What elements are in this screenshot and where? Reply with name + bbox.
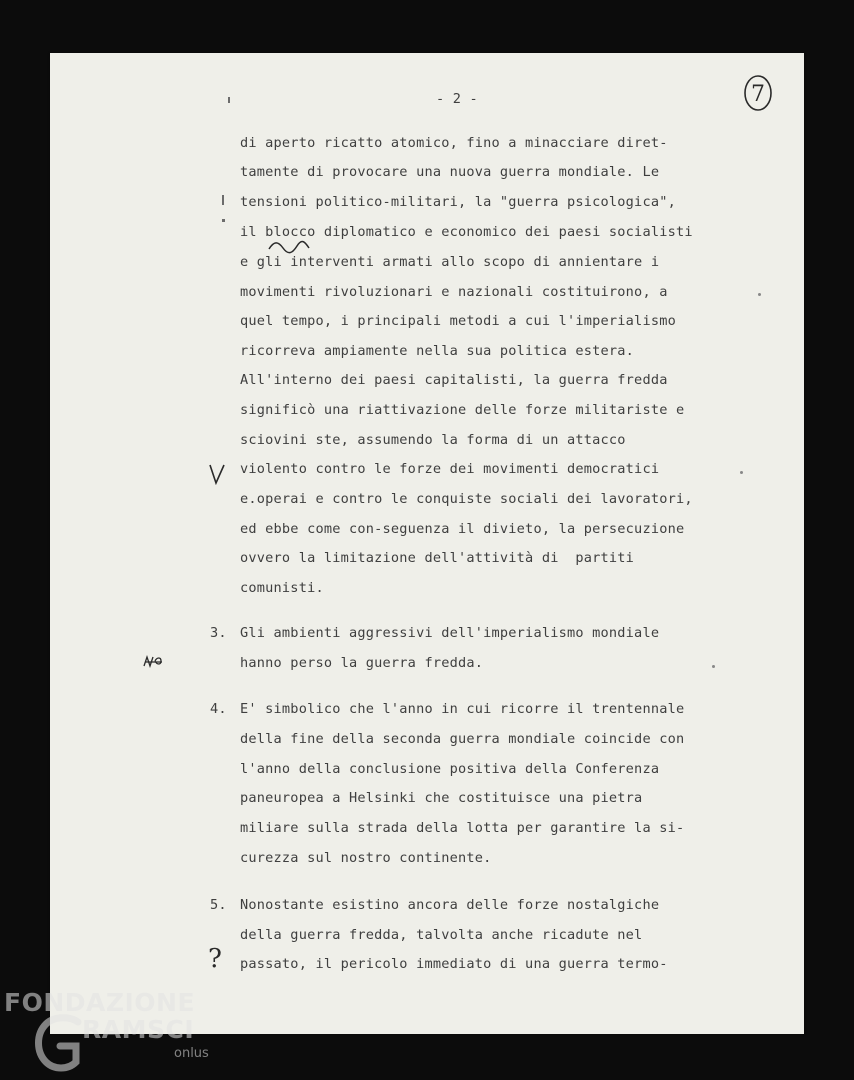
squiggle-icon <box>268 240 310 254</box>
watermark <box>4 988 244 1080</box>
squiggle-underline <box>268 239 310 253</box>
item-line: della guerra fredda, talvolta anche ricadute nel <box>240 927 643 943</box>
item-line: l'anno della conclusione positiva della Conferenza <box>240 761 660 777</box>
item-line: paneuropea a Helsinki che costituisce una pietra <box>240 790 643 806</box>
pencil-mark <box>222 195 224 205</box>
circle-mark-icon <box>742 73 774 113</box>
check-mark <box>208 463 226 485</box>
watermark-line1: FONDAZIONE <box>4 988 196 1017</box>
body-line: ricorreva ampiamente nella sua politica estera. <box>240 343 635 359</box>
item-line: della fine della seconda guerra mondiale coincide con <box>240 731 685 747</box>
item-line: passato, il pericolo immediato di una guerra termo- <box>240 956 668 972</box>
paper-speck <box>740 471 743 474</box>
item-line: Gli ambienti aggressivi dell'imperialismo mondiale <box>240 625 660 641</box>
body-line: il blocco diplomatico e economico dei paesi socialisti <box>240 224 693 240</box>
paper-speck <box>758 293 761 296</box>
body-line: All'interno dei paesi capitalisti, la guerra fredda <box>240 372 668 388</box>
body-line: movimenti rivoluzionari e nazionali costituirono, a <box>240 284 668 300</box>
item-number: 5. <box>210 897 227 913</box>
body-line: tamente di provocare una nuova guerra mondiale. Le <box>240 164 660 180</box>
item-line: curezza sul nostro continente. <box>240 850 492 866</box>
item-line: E' simbolico che l'anno in cui ricorre il trentennale <box>240 701 685 717</box>
body-line: sciovini ste, assumendo la forma di un attacco <box>240 432 626 448</box>
body-line: ovvero la limitazione dell'attività di partiti <box>240 550 635 566</box>
body-line: violento contro le forze dei movimenti democratici <box>240 461 660 477</box>
item-number: 4. <box>210 701 227 717</box>
item-line: hanno perso la guerra fredda. <box>240 655 484 671</box>
circled-number-text: 7 <box>751 82 765 107</box>
item-line: miliare sulla strada della lotta per garantire la si- <box>240 820 685 836</box>
document-page <box>50 53 804 1034</box>
body-line: e gli interventi armati allo scopo di annientare i <box>240 254 660 270</box>
checkmark-icon <box>208 463 226 485</box>
body-line: di aperto ricatto atomico, fino a minacciare diret- <box>240 135 668 151</box>
item-line: Nonostante esistino ancora delle forze nostalgiche <box>240 897 660 913</box>
body-line: significò una riattivazione delle forze militariste e <box>240 402 685 418</box>
watermark-line2: RAMSCI <box>82 1015 195 1044</box>
margin-scribble <box>142 653 164 667</box>
paper-speck <box>712 665 715 668</box>
body-line: quel tempo, i principali metodi a cui l'imperialismo <box>240 313 676 329</box>
circled-page-number <box>742 73 774 113</box>
margin-question-mark: ? <box>208 944 222 974</box>
body-line: e.operai e contro le conquiste sociali dei lavoratori, <box>240 491 693 507</box>
scribble-icon <box>142 654 164 668</box>
body-line: comunisti. <box>240 580 324 596</box>
body-line: ed ebbe come con-seguenza il divieto, la persecuzione <box>240 521 685 537</box>
pencil-mark <box>222 219 225 222</box>
watermark-g-logo-icon <box>32 1012 88 1074</box>
pencil-mark <box>228 97 230 103</box>
item-number: 3. <box>210 625 227 641</box>
body-line: tensioni politico-militari, la "guerra psicologica", <box>240 194 676 210</box>
watermark-line3: onlus <box>174 1046 209 1061</box>
page-number: - 2 - <box>436 91 478 107</box>
